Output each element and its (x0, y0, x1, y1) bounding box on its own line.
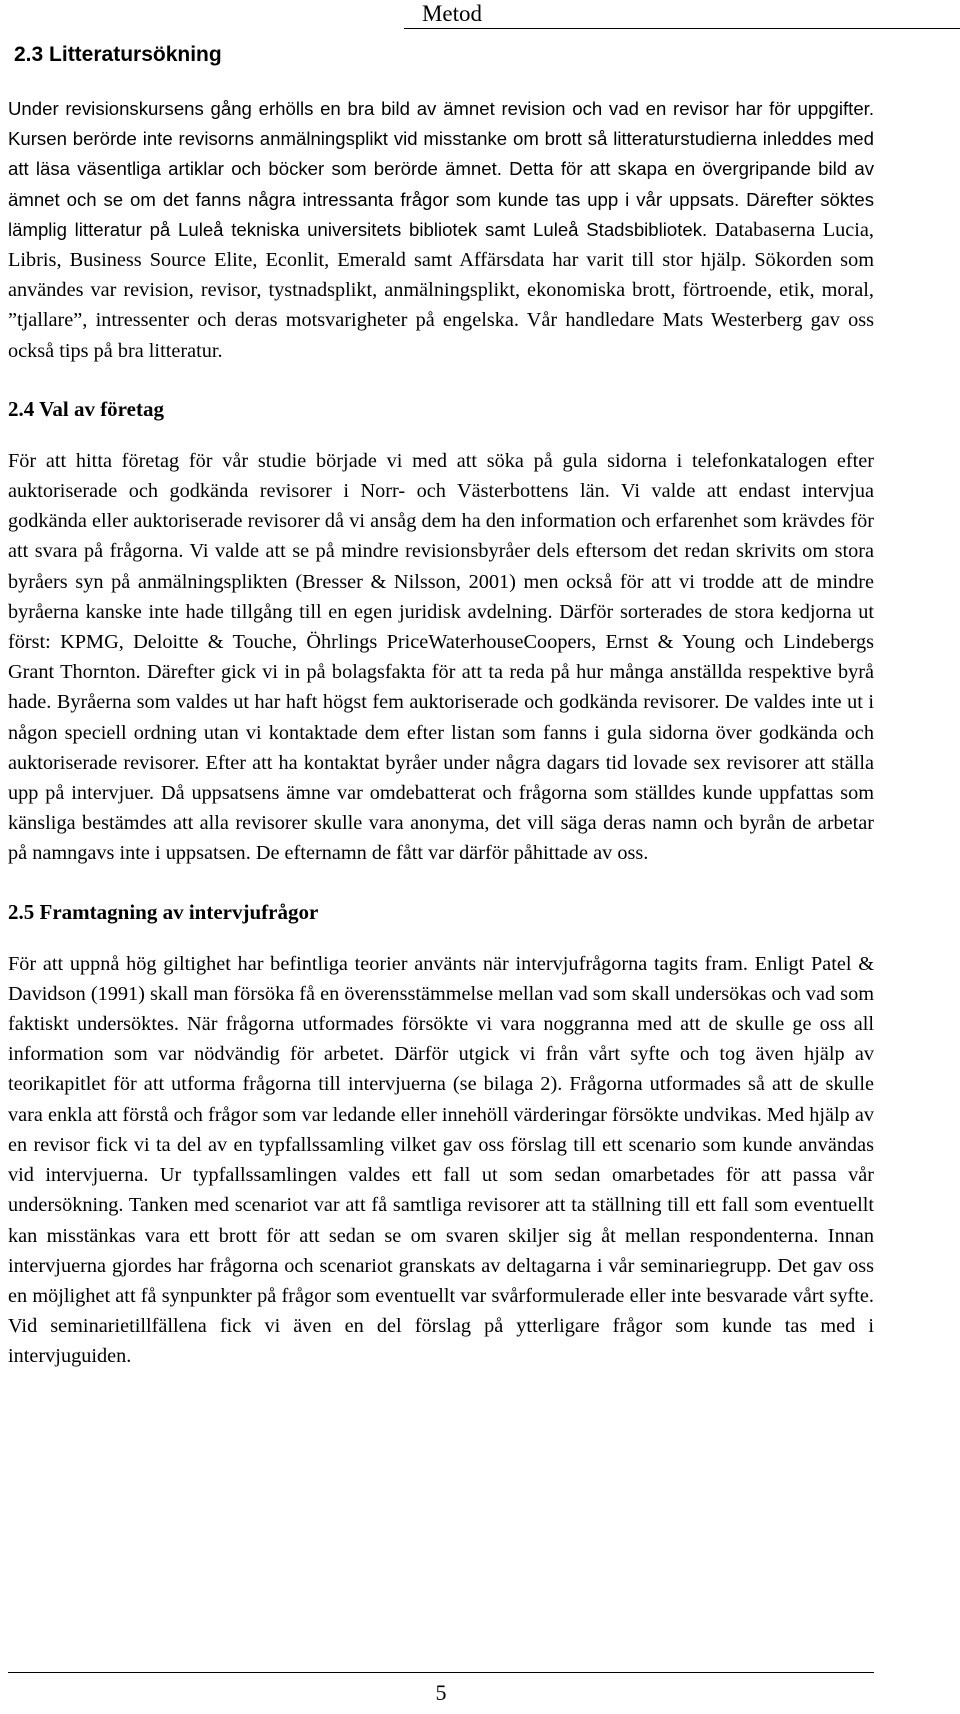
section-heading: 2.4 Val av företag (8, 396, 164, 421)
document-body (8, 40, 874, 1372)
section-litteratursokning (8, 40, 874, 366)
section-heading: 2.5 Framtagning av intervjufrågor (8, 899, 319, 924)
header-title (404, 0, 960, 29)
section-paragraph: För att uppnå hög giltighet har befintliga teorier använts när intervjufrågorna tagits fram. Enligt Patel & Davidson (1991) skall man försöka få en överensstämmelse mellan vad som skall undersökas och vad som faktiskt undersöktes. När frågorna utformades försökte vi vara noggranna med att de skulle ge oss all information som var nödvändig för arbetet. Därför utgick vi från vårt syfte och tog även hjälp av teorikapitlet för att utforma frågorna till intervjuerna (se bilaga 2). Frågorna utformades så att de skulle vara enkla att förstå och frågor som var ledande eller innehöll värderingar försökte undvikas. Med hjälp av en revisor fick vi ta del av en typfallssamling vilket gav oss förslag till ett scenario som kunde användas vid intervjuerna. Ur typfallssamlingen valdes ett fall ut som sedan omarbetades för att passa vår undersökning. Tanken med scenariot var att få samtliga revisorer att ta ställning till ett fall som eventuellt kan misstänkas vara ett brott för att sedan se om svaren skiljer sig åt mellan respondenterna. Innan intervjuerna gjordes har frågorna och scenariot granskats av deltagarna i vår seminariegrupp. Det gav oss en möjlighet att få synpunkter på frågor som eventuellt var svårformulerade eller inte besvarade vårt syfte. Vid seminarietillfällena fick vi även en del förslag på ytterligare frågor som kunde tas med i intervjuguiden. (8, 952, 874, 1368)
page-number: 5 (435, 1680, 447, 1705)
page-header (400, 0, 960, 30)
paragraph-sans-text: Under revisionskursens gång erhölls en bra bild av ämnet revision och vad en revisor har för uppgifter. Kursen berörde inte revisorns anmälningsplikt vid misstanke om brott så litteraturstudierna inleddes med att läsa väsentliga artiklar och böcker som berörde ämnet. Detta för att skapa en övergripande bild av ämnet och se om det fanns några intressanta frågor som kunde tas upp i vår uppsats. Därefter söktes lämplig litteratur på Luleå tekniska universitets bibliotek samt Luleå Stadsbibliotek. (8, 98, 874, 240)
paragraph-serif-text: Databaserna Lucia, Libris, Business Source Elite, Econlit, Emerald samt Affärsdata har varit till stor hjälp. Sökorden som användes var revision, revisor, tystnadsplikt, anmälningsplikt, ekonomiska brott, förtroende, etik, moral, ”tjallare”, intressenter och deras motsvarigheter på engelska. Vår handledare Mats Westerberg gav oss också tips på bra litteratur. (8, 218, 874, 362)
section-framtagning-av-intervjufragor (8, 897, 874, 1372)
section-val-av-foretag (8, 394, 874, 869)
footer-divider (8, 1672, 874, 1673)
section-paragraph (8, 94, 874, 366)
section-heading: 2.3 Litteratursökning (14, 43, 222, 66)
header-title-text: Metod (421, 1, 482, 26)
section-paragraph: För att hitta företag för vår studie började vi med att söka på gula sidorna i telefonkatalogen efter auktoriserade och godkända revisorer i Norr- och Västerbottens län. Vi valde att endast intervjua godkända eller auktoriserade revisorer då vi ansåg dem ha den information och erfarenhet som krävdes för att svara på frågorna. Vi valde att se på mindre revisionsbyråer dels eftersom det redan skrivits om stora byråers syn på anmälningsplikten (Bresser & Nilsson, 2001) men också för att vi trodde att de mindre byråerna kanske inte hade tillgång till en egen juridisk avdelning. Därför sorterades de stora kedjorna ut först: KPMG, Deloitte & Touche, Öhrlings PriceWaterhouseCoopers, Ernst & Young och Lindebergs Grant Thornton. Därefter gick vi in på bolagsfakta för att ta reda på hur många anställda respektive byrå hade. Byråerna som valdes ut har haft högst fem auktoriserade och godkända revisorer. De valdes inte ut i någon speciell ordning utan vi kontaktade dem efter listan som fanns i gula sidorna över godkända och auktoriserade revisorer. Efter att ha kontaktat byråer under några dagars tid lovade sex revisorer att ställa upp på intervjuer. Då uppsatsens ämne var omdebatterat och frågorna som ställdes kunde uppfattas som känsliga bestämdes att alla revisorer skulle vara anonyma, det vill säga deras namn och byrån de arbetar på namngavs inte i uppsatsen. De efternamn de fått var därför påhittade av oss. (8, 449, 874, 865)
